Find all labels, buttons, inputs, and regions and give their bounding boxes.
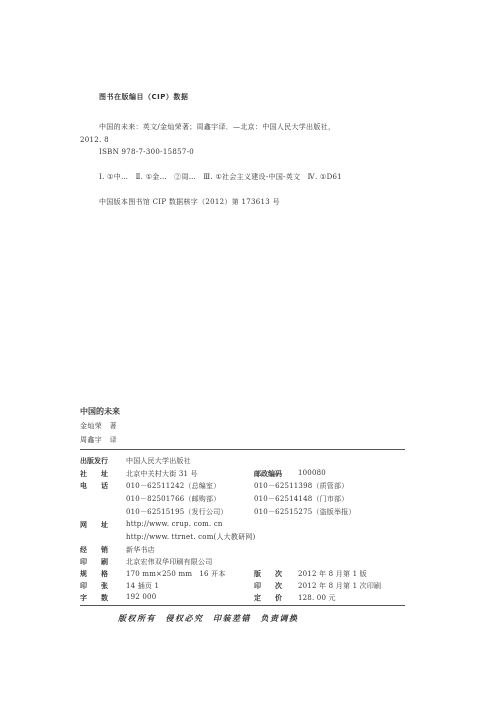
publisher-value: 中国人民大学出版社 [126, 457, 191, 465]
printing-label: 印 次 [254, 582, 282, 590]
price-label: 定 价 [254, 594, 282, 602]
word-count-label: 字 数 [80, 594, 108, 602]
phone-label: 电 话 [80, 482, 108, 490]
address-label: 社 址 [80, 470, 108, 478]
edition-label: 版 次 [254, 570, 282, 578]
publisher-label: 出版发行 [80, 457, 108, 465]
isbn-line: ISBN 978-7-300-15857-0 [99, 148, 195, 156]
phone-quality: 010－62511398（质管部） [254, 482, 349, 490]
phone-piracy: 010－62515275（盗版举报） [254, 508, 356, 516]
sheets-label: 印 张 [80, 582, 108, 590]
phone-distribution: 010－62515195（发行公司） [126, 508, 228, 516]
postcode-value: 100080 [298, 469, 326, 477]
printer-label: 印 刷 [80, 558, 108, 566]
copyright-slogan: 版权所有 侵权必究 印装差错 负责调换 [118, 614, 299, 623]
postcode-label: 邮政编码 [254, 470, 282, 478]
word-count-value: 192 000 [126, 593, 157, 601]
format-value: 170 mm×250 mm 16 开本 [126, 570, 226, 578]
website-link-crup[interactable]: http://www. crup. com. cn [126, 520, 223, 528]
top-divider [80, 449, 405, 450]
cip-data-number: 中国版本图书馆 CIP 数据核字（2012）第 173613 号 [99, 198, 280, 206]
edition-value: 2012 年 8 月第 1 版 [298, 570, 367, 578]
distributor-value: 新华书店 [126, 546, 155, 554]
phone-editorial: 010－62511242（总编室） [126, 482, 221, 490]
sheets-value: 14 插页 1 [126, 582, 160, 590]
printer-value: 北京宏伟双华印刷有限公司 [126, 558, 213, 566]
price-value: 128. 00 元 [298, 594, 336, 602]
website-label: 网 址 [80, 521, 108, 529]
cip-record-line-cont: 2012. 8 [80, 136, 109, 144]
address-value: 北京中关村大街 31 号 [126, 470, 198, 478]
format-label: 规 格 [80, 570, 108, 578]
author-line: 金灿荣 著 [80, 422, 117, 430]
classification-line: Ⅰ. ①中… Ⅱ. ①金… ②周… Ⅲ. ①社会主义建设-中国-英文 Ⅳ. ①D61 [99, 173, 343, 181]
cip-record-line: 中国的未来：英文/金灿荣著；周鑫宇译．—北京：中国人民大学出版社， [99, 123, 336, 131]
book-title: 中国的未来 [80, 407, 120, 416]
website-link-ttrnet[interactable]: http://www. ttrnet. com(人大教研网) [126, 533, 256, 541]
phone-store: 010－62514148（门市部） [254, 495, 349, 503]
distributor-label: 经 销 [80, 546, 108, 554]
bottom-divider [80, 605, 405, 606]
translator-line: 周鑫宇 译 [80, 436, 117, 444]
phone-mail-order: 010－82501766（邮购部） [126, 495, 221, 503]
cip-heading: 图书在版编目（CIP）数据 [99, 93, 189, 101]
printing-value: 2012 年 8 月第 1 次印刷 [298, 582, 382, 590]
